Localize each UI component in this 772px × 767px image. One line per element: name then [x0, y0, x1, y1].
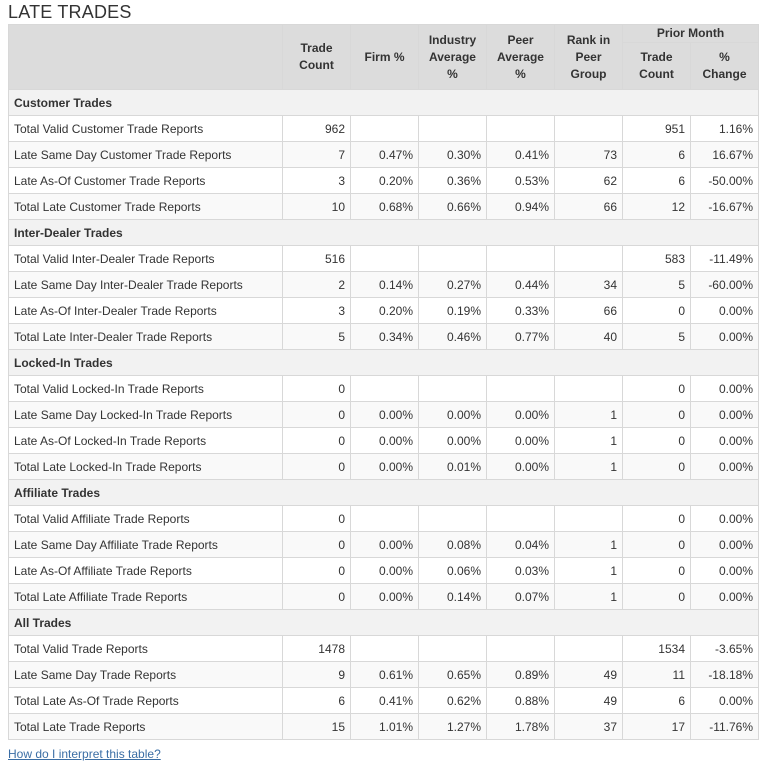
rank-cell: 1 — [555, 558, 623, 584]
prior-trade-count-cell: 0 — [623, 298, 691, 324]
pct-change-cell: 0.00% — [691, 688, 759, 714]
industry-average-cell — [419, 506, 487, 532]
pct-change-cell: 0.00% — [691, 298, 759, 324]
industry-average-cell: 0.06% — [419, 558, 487, 584]
header-industry-average: Industry Average % — [419, 25, 487, 90]
row-label: Late Same Day Inter-Dealer Trade Reports — [9, 272, 283, 298]
table-row — [9, 272, 759, 298]
pct-change-cell: -16.67% — [691, 194, 759, 220]
industry-average-cell: 0.00% — [419, 402, 487, 428]
row-label: Total Valid Locked-In Trade Reports — [9, 376, 283, 402]
peer-average-cell — [487, 636, 555, 662]
trade-count-cell: 15 — [283, 714, 351, 740]
table-row — [9, 506, 759, 532]
table-row — [9, 636, 759, 662]
header-firm-pct: Firm % — [351, 25, 419, 90]
section-row — [9, 610, 759, 636]
industry-average-cell — [419, 116, 487, 142]
firm-pct-cell: 0.61% — [351, 662, 419, 688]
peer-average-cell: 1.78% — [487, 714, 555, 740]
table-row — [9, 454, 759, 480]
table-row — [9, 376, 759, 402]
row-label: Total Valid Trade Reports — [9, 636, 283, 662]
table-row — [9, 688, 759, 714]
rank-cell: 1 — [555, 402, 623, 428]
firm-pct-cell: 0.00% — [351, 454, 419, 480]
firm-pct-cell: 0.41% — [351, 688, 419, 714]
firm-pct-cell: 0.14% — [351, 272, 419, 298]
prior-trade-count-cell: 1534 — [623, 636, 691, 662]
section-row — [9, 350, 759, 376]
pct-change-cell: 0.00% — [691, 402, 759, 428]
trade-count-cell: 0 — [283, 532, 351, 558]
pct-change-cell: 0.00% — [691, 376, 759, 402]
firm-pct-cell: 0.20% — [351, 168, 419, 194]
firm-pct-cell: 0.00% — [351, 402, 419, 428]
table-row — [9, 428, 759, 454]
prior-trade-count-cell: 0 — [623, 376, 691, 402]
prior-trade-count-cell: 6 — [623, 688, 691, 714]
rank-cell: 1 — [555, 428, 623, 454]
industry-average-cell: 0.14% — [419, 584, 487, 610]
firm-pct-cell: 0.00% — [351, 532, 419, 558]
industry-average-cell: 0.19% — [419, 298, 487, 324]
peer-average-cell: 0.53% — [487, 168, 555, 194]
trade-count-cell: 10 — [283, 194, 351, 220]
prior-trade-count-cell: 0 — [623, 584, 691, 610]
rank-cell: 49 — [555, 662, 623, 688]
industry-average-cell — [419, 246, 487, 272]
table-row — [9, 714, 759, 740]
prior-trade-count-cell: 0 — [623, 506, 691, 532]
industry-average-cell: 0.46% — [419, 324, 487, 350]
rank-cell: 40 — [555, 324, 623, 350]
section-title: Affiliate Trades — [9, 480, 759, 506]
firm-pct-cell: 0.00% — [351, 428, 419, 454]
section-title: All Trades — [9, 610, 759, 636]
table-row — [9, 402, 759, 428]
header-peer-average: Peer Average % — [487, 25, 555, 90]
prior-trade-count-cell: 0 — [623, 428, 691, 454]
row-label: Total Late Inter-Dealer Trade Reports — [9, 324, 283, 350]
pct-change-cell: 0.00% — [691, 506, 759, 532]
pct-change-cell: 0.00% — [691, 532, 759, 558]
industry-average-cell: 0.36% — [419, 168, 487, 194]
row-label: Late As-Of Affiliate Trade Reports — [9, 558, 283, 584]
firm-pct-cell: 0.00% — [351, 584, 419, 610]
row-label: Late As-Of Customer Trade Reports — [9, 168, 283, 194]
table-row — [9, 558, 759, 584]
table-row — [9, 298, 759, 324]
pct-change-cell: -3.65% — [691, 636, 759, 662]
header-rank-in-peer-group: Rank in Peer Group — [555, 25, 623, 90]
rank-cell — [555, 116, 623, 142]
page-title: LATE TRADES — [8, 2, 132, 22]
peer-average-cell: 0.89% — [487, 662, 555, 688]
rank-cell: 66 — [555, 298, 623, 324]
firm-pct-cell — [351, 116, 419, 142]
industry-average-cell — [419, 376, 487, 402]
row-label: Late Same Day Trade Reports — [9, 662, 283, 688]
industry-average-cell: 0.66% — [419, 194, 487, 220]
pct-change-cell: -60.00% — [691, 272, 759, 298]
trade-count-cell: 0 — [283, 402, 351, 428]
firm-pct-cell: 0.47% — [351, 142, 419, 168]
trade-count-cell: 5 — [283, 324, 351, 350]
trade-count-cell: 516 — [283, 246, 351, 272]
rank-cell — [555, 636, 623, 662]
header-label-blank — [9, 25, 283, 90]
pct-change-cell: 0.00% — [691, 558, 759, 584]
firm-pct-cell: 0.34% — [351, 324, 419, 350]
trade-count-cell: 3 — [283, 168, 351, 194]
peer-average-cell: 0.03% — [487, 558, 555, 584]
industry-average-cell: 0.62% — [419, 688, 487, 714]
peer-average-cell — [487, 246, 555, 272]
trade-count-cell: 0 — [283, 376, 351, 402]
peer-average-cell — [487, 506, 555, 532]
table-row — [9, 194, 759, 220]
peer-average-cell: 0.88% — [487, 688, 555, 714]
rank-cell: 1 — [555, 584, 623, 610]
section-title: Customer Trades — [9, 90, 759, 116]
pct-change-cell: 0.00% — [691, 454, 759, 480]
peer-average-cell: 0.00% — [487, 454, 555, 480]
row-label: Total Late Trade Reports — [9, 714, 283, 740]
rank-cell — [555, 376, 623, 402]
section-row — [9, 90, 759, 116]
prior-trade-count-cell: 12 — [623, 194, 691, 220]
industry-average-cell: 0.01% — [419, 454, 487, 480]
table-row — [9, 246, 759, 272]
pct-change-cell: 0.00% — [691, 324, 759, 350]
prior-trade-count-cell: 17 — [623, 714, 691, 740]
peer-average-cell — [487, 376, 555, 402]
industry-average-cell: 0.30% — [419, 142, 487, 168]
trade-count-cell: 0 — [283, 506, 351, 532]
trade-count-cell: 7 — [283, 142, 351, 168]
pct-change-cell: 0.00% — [691, 584, 759, 610]
row-label: Total Late Affiliate Trade Reports — [9, 584, 283, 610]
firm-pct-cell: 0.00% — [351, 558, 419, 584]
prior-trade-count-cell: 583 — [623, 246, 691, 272]
rank-cell: 66 — [555, 194, 623, 220]
trade-count-cell: 3 — [283, 298, 351, 324]
pct-change-cell: 0.00% — [691, 428, 759, 454]
firm-pct-cell — [351, 246, 419, 272]
prior-trade-count-cell: 11 — [623, 662, 691, 688]
peer-average-cell: 0.33% — [487, 298, 555, 324]
peer-average-cell: 0.00% — [487, 428, 555, 454]
row-label: Total Late As-Of Trade Reports — [9, 688, 283, 714]
firm-pct-cell: 0.68% — [351, 194, 419, 220]
prior-trade-count-cell: 0 — [623, 532, 691, 558]
peer-average-cell: 0.44% — [487, 272, 555, 298]
trade-count-cell: 0 — [283, 454, 351, 480]
industry-average-cell: 1.27% — [419, 714, 487, 740]
pct-change-cell: -18.18% — [691, 662, 759, 688]
rank-cell: 62 — [555, 168, 623, 194]
row-label: Late Same Day Affiliate Trade Reports — [9, 532, 283, 558]
trade-count-cell: 962 — [283, 116, 351, 142]
row-label: Late Same Day Locked-In Trade Reports — [9, 402, 283, 428]
rank-cell: 37 — [555, 714, 623, 740]
row-label: Total Late Locked-In Trade Reports — [9, 454, 283, 480]
rank-cell: 34 — [555, 272, 623, 298]
prior-trade-count-cell: 5 — [623, 272, 691, 298]
section-row — [9, 480, 759, 506]
header-prior-month: Prior Month — [623, 25, 759, 43]
firm-pct-cell — [351, 636, 419, 662]
row-label: Total Valid Customer Trade Reports — [9, 116, 283, 142]
prior-trade-count-cell: 951 — [623, 116, 691, 142]
trade-count-cell: 2 — [283, 272, 351, 298]
row-label: Total Valid Inter-Dealer Trade Reports — [9, 246, 283, 272]
table-body — [9, 90, 759, 740]
table-row — [9, 662, 759, 688]
peer-average-cell: 0.07% — [487, 584, 555, 610]
peer-average-cell: 0.41% — [487, 142, 555, 168]
pct-change-cell: -11.76% — [691, 714, 759, 740]
peer-average-cell: 0.00% — [487, 402, 555, 428]
table-row — [9, 324, 759, 350]
peer-average-cell: 0.77% — [487, 324, 555, 350]
firm-pct-cell — [351, 376, 419, 402]
pct-change-cell: -50.00% — [691, 168, 759, 194]
trade-count-cell: 9 — [283, 662, 351, 688]
industry-average-cell: 0.00% — [419, 428, 487, 454]
pct-change-cell: 1.16% — [691, 116, 759, 142]
trade-count-cell: 0 — [283, 584, 351, 610]
trade-count-cell: 6 — [283, 688, 351, 714]
rank-cell: 1 — [555, 454, 623, 480]
row-label: Late As-Of Locked-In Trade Reports — [9, 428, 283, 454]
pct-change-cell: 16.67% — [691, 142, 759, 168]
prior-trade-count-cell: 0 — [623, 454, 691, 480]
peer-average-cell — [487, 116, 555, 142]
table-row — [9, 168, 759, 194]
industry-average-cell: 0.65% — [419, 662, 487, 688]
row-label: Late As-Of Inter-Dealer Trade Reports — [9, 298, 283, 324]
section-title: Inter-Dealer Trades — [9, 220, 759, 246]
prior-trade-count-cell: 6 — [623, 168, 691, 194]
trade-count-cell: 0 — [283, 558, 351, 584]
trade-count-cell: 0 — [283, 428, 351, 454]
rank-cell — [555, 506, 623, 532]
industry-average-cell: 0.27% — [419, 272, 487, 298]
prior-trade-count-cell: 6 — [623, 142, 691, 168]
late-trades-table — [8, 24, 759, 740]
header-pct-change: % Change — [691, 43, 759, 90]
industry-average-cell — [419, 636, 487, 662]
row-label: Total Valid Affiliate Trade Reports — [9, 506, 283, 532]
rank-cell: 1 — [555, 532, 623, 558]
rank-cell: 73 — [555, 142, 623, 168]
table-row — [9, 532, 759, 558]
prior-trade-count-cell: 0 — [623, 402, 691, 428]
peer-average-cell: 0.94% — [487, 194, 555, 220]
pct-change-cell: -11.49% — [691, 246, 759, 272]
section-title: Locked-In Trades — [9, 350, 759, 376]
header-prior-trade-count: Trade Count — [623, 43, 691, 90]
rank-cell: 49 — [555, 688, 623, 714]
firm-pct-cell — [351, 506, 419, 532]
peer-average-cell: 0.04% — [487, 532, 555, 558]
row-label: Total Late Customer Trade Reports — [9, 194, 283, 220]
row-label: Late Same Day Customer Trade Reports — [9, 142, 283, 168]
table-header — [9, 25, 759, 90]
table-row — [9, 116, 759, 142]
table-row — [9, 142, 759, 168]
firm-pct-cell: 0.20% — [351, 298, 419, 324]
rank-cell — [555, 246, 623, 272]
interpret-table-link[interactable]: How do I interpret this table? — [8, 747, 161, 761]
firm-pct-cell: 1.01% — [351, 714, 419, 740]
industry-average-cell: 0.08% — [419, 532, 487, 558]
prior-trade-count-cell: 0 — [623, 558, 691, 584]
header-trade-count: Trade Count — [283, 25, 351, 90]
table-row — [9, 584, 759, 610]
trade-count-cell: 1478 — [283, 636, 351, 662]
prior-trade-count-cell: 5 — [623, 324, 691, 350]
section-row — [9, 220, 759, 246]
